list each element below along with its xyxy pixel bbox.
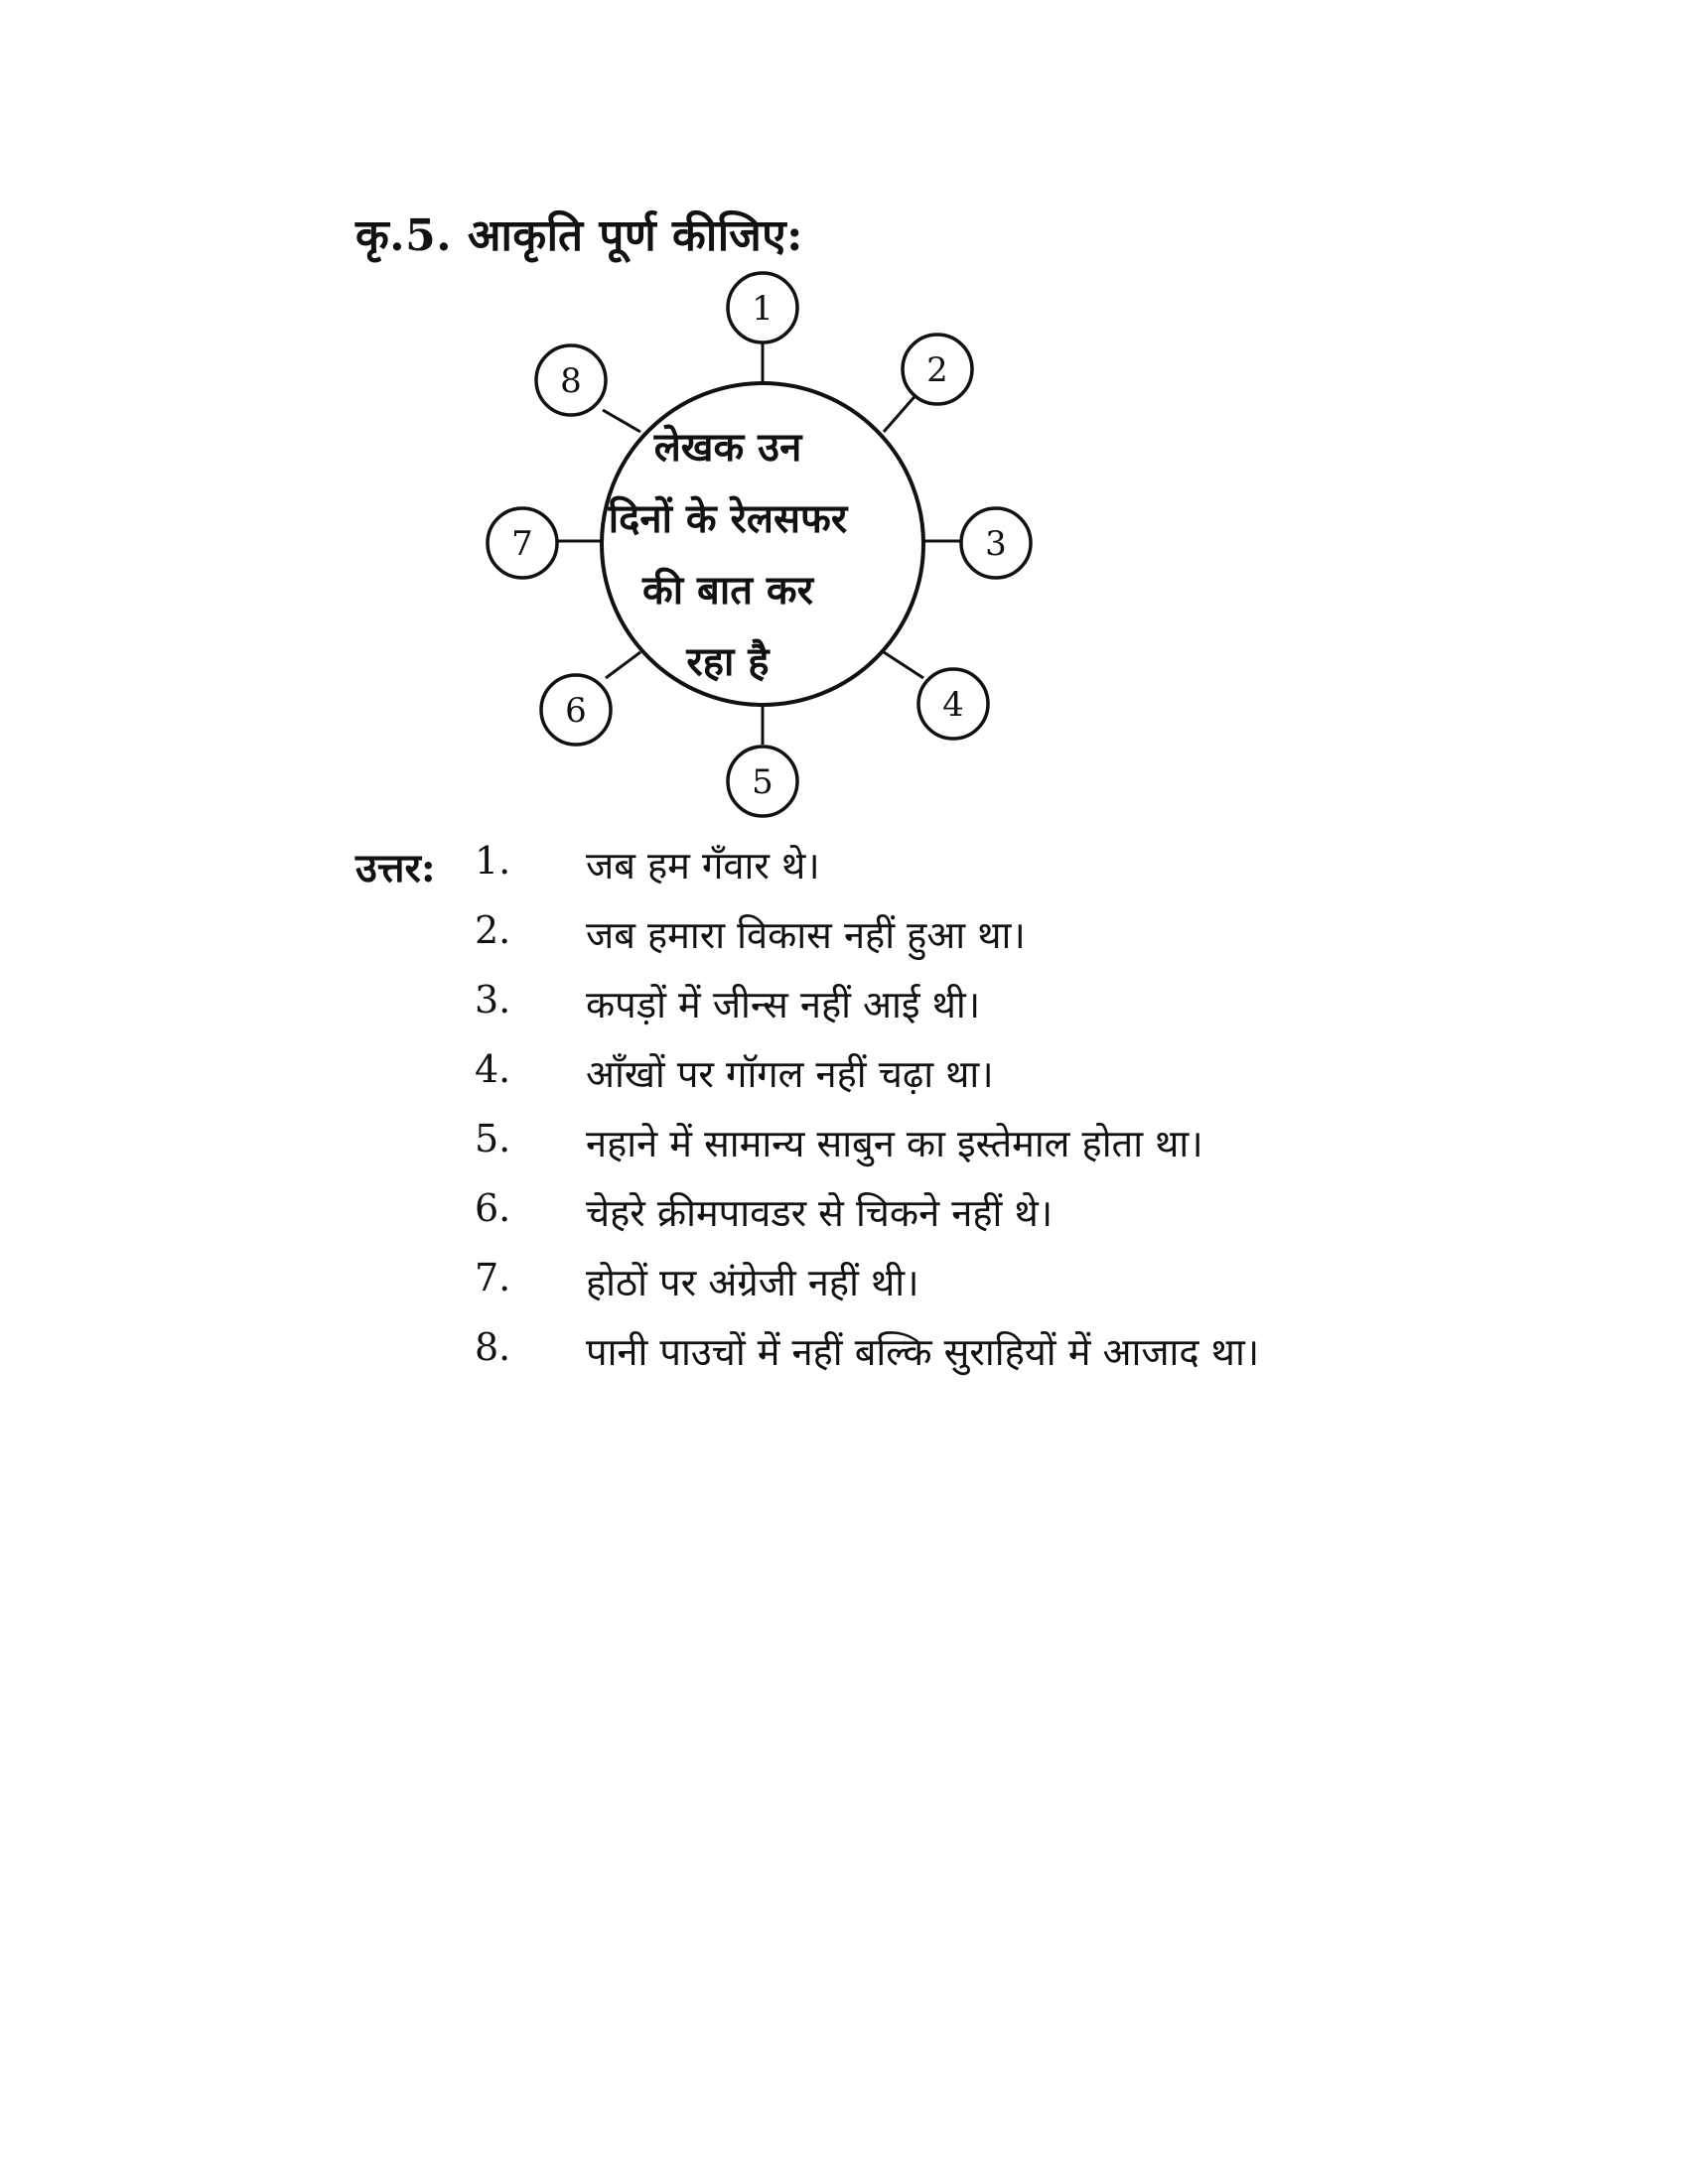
answer-text: होठों पर अंग्रेजी नहीं थी। [586, 1261, 919, 1304]
node-4 [918, 669, 988, 739]
hub-line-1: लेखक उन [653, 424, 802, 471]
answer-text: आँखों पर गॉगल नहीं चढ़ा था। [586, 1052, 994, 1096]
hub-line-4: रहा है [686, 638, 770, 685]
answer-number: 6. [475, 1186, 511, 1230]
answer-item [475, 978, 1448, 1047]
hub-text [604, 412, 852, 698]
node-7 [488, 508, 557, 578]
node-6 [541, 675, 611, 745]
spoke-4 [884, 652, 923, 678]
answer-item [475, 839, 1448, 908]
answer-item [475, 1047, 1448, 1117]
answer-text: नहाने में सामान्य साबुन का इस्तेमाल होता था। [586, 1122, 1203, 1165]
node-8-label: 8 [560, 361, 582, 401]
spider-diagram [467, 263, 1062, 839]
answer-item [475, 1186, 1448, 1256]
node-4-label: 4 [942, 685, 964, 725]
answer-text: कपड़ों में जीन्स नहीं आई थी। [586, 983, 981, 1026]
node-2 [903, 335, 972, 404]
node-5-label: 5 [752, 762, 774, 802]
answer-number: 3. [475, 978, 511, 1022]
node-6-label: 6 [565, 691, 587, 731]
node-1-label: 1 [752, 289, 774, 329]
answer-number: 7. [475, 1256, 511, 1299]
answer-label: उत्तर: [355, 845, 436, 891]
answer-text: जब हमारा विकास नहीं हुआ था। [586, 913, 1026, 957]
answer-text: पानी पाउचों में नहीं बल्कि सुराहियों में आजाद था। [586, 1330, 1260, 1374]
answer-item [475, 1325, 1448, 1395]
hub-line-2: दिनों के रेलसफर [608, 495, 848, 542]
answer-text: चेहरे क्रीमपावडर से चिकने नहीं थे। [586, 1191, 1054, 1235]
node-3 [961, 508, 1031, 578]
answer-item [475, 1256, 1448, 1325]
node-1 [728, 273, 797, 342]
answer-number: 8. [475, 1325, 511, 1369]
node-7-label: 7 [511, 524, 533, 564]
answer-number: 5. [475, 1117, 511, 1160]
node-8 [536, 345, 606, 415]
answer-item [475, 1117, 1448, 1186]
spoke-2 [884, 392, 918, 432]
answer-number: 1. [475, 839, 511, 883]
node-2-label: 2 [926, 350, 948, 390]
node-5 [728, 747, 797, 816]
answer-item [475, 908, 1448, 978]
question-title: कृ.5. आकृति पूर्ण कीजिए: [355, 210, 803, 261]
answer-number: 4. [475, 1047, 511, 1091]
hub-line-3: की बात कर [641, 567, 813, 614]
answer-text: जब हम गँवार थे। [586, 844, 820, 887]
answer-number: 2. [475, 908, 511, 952]
node-3-label: 3 [985, 524, 1007, 564]
